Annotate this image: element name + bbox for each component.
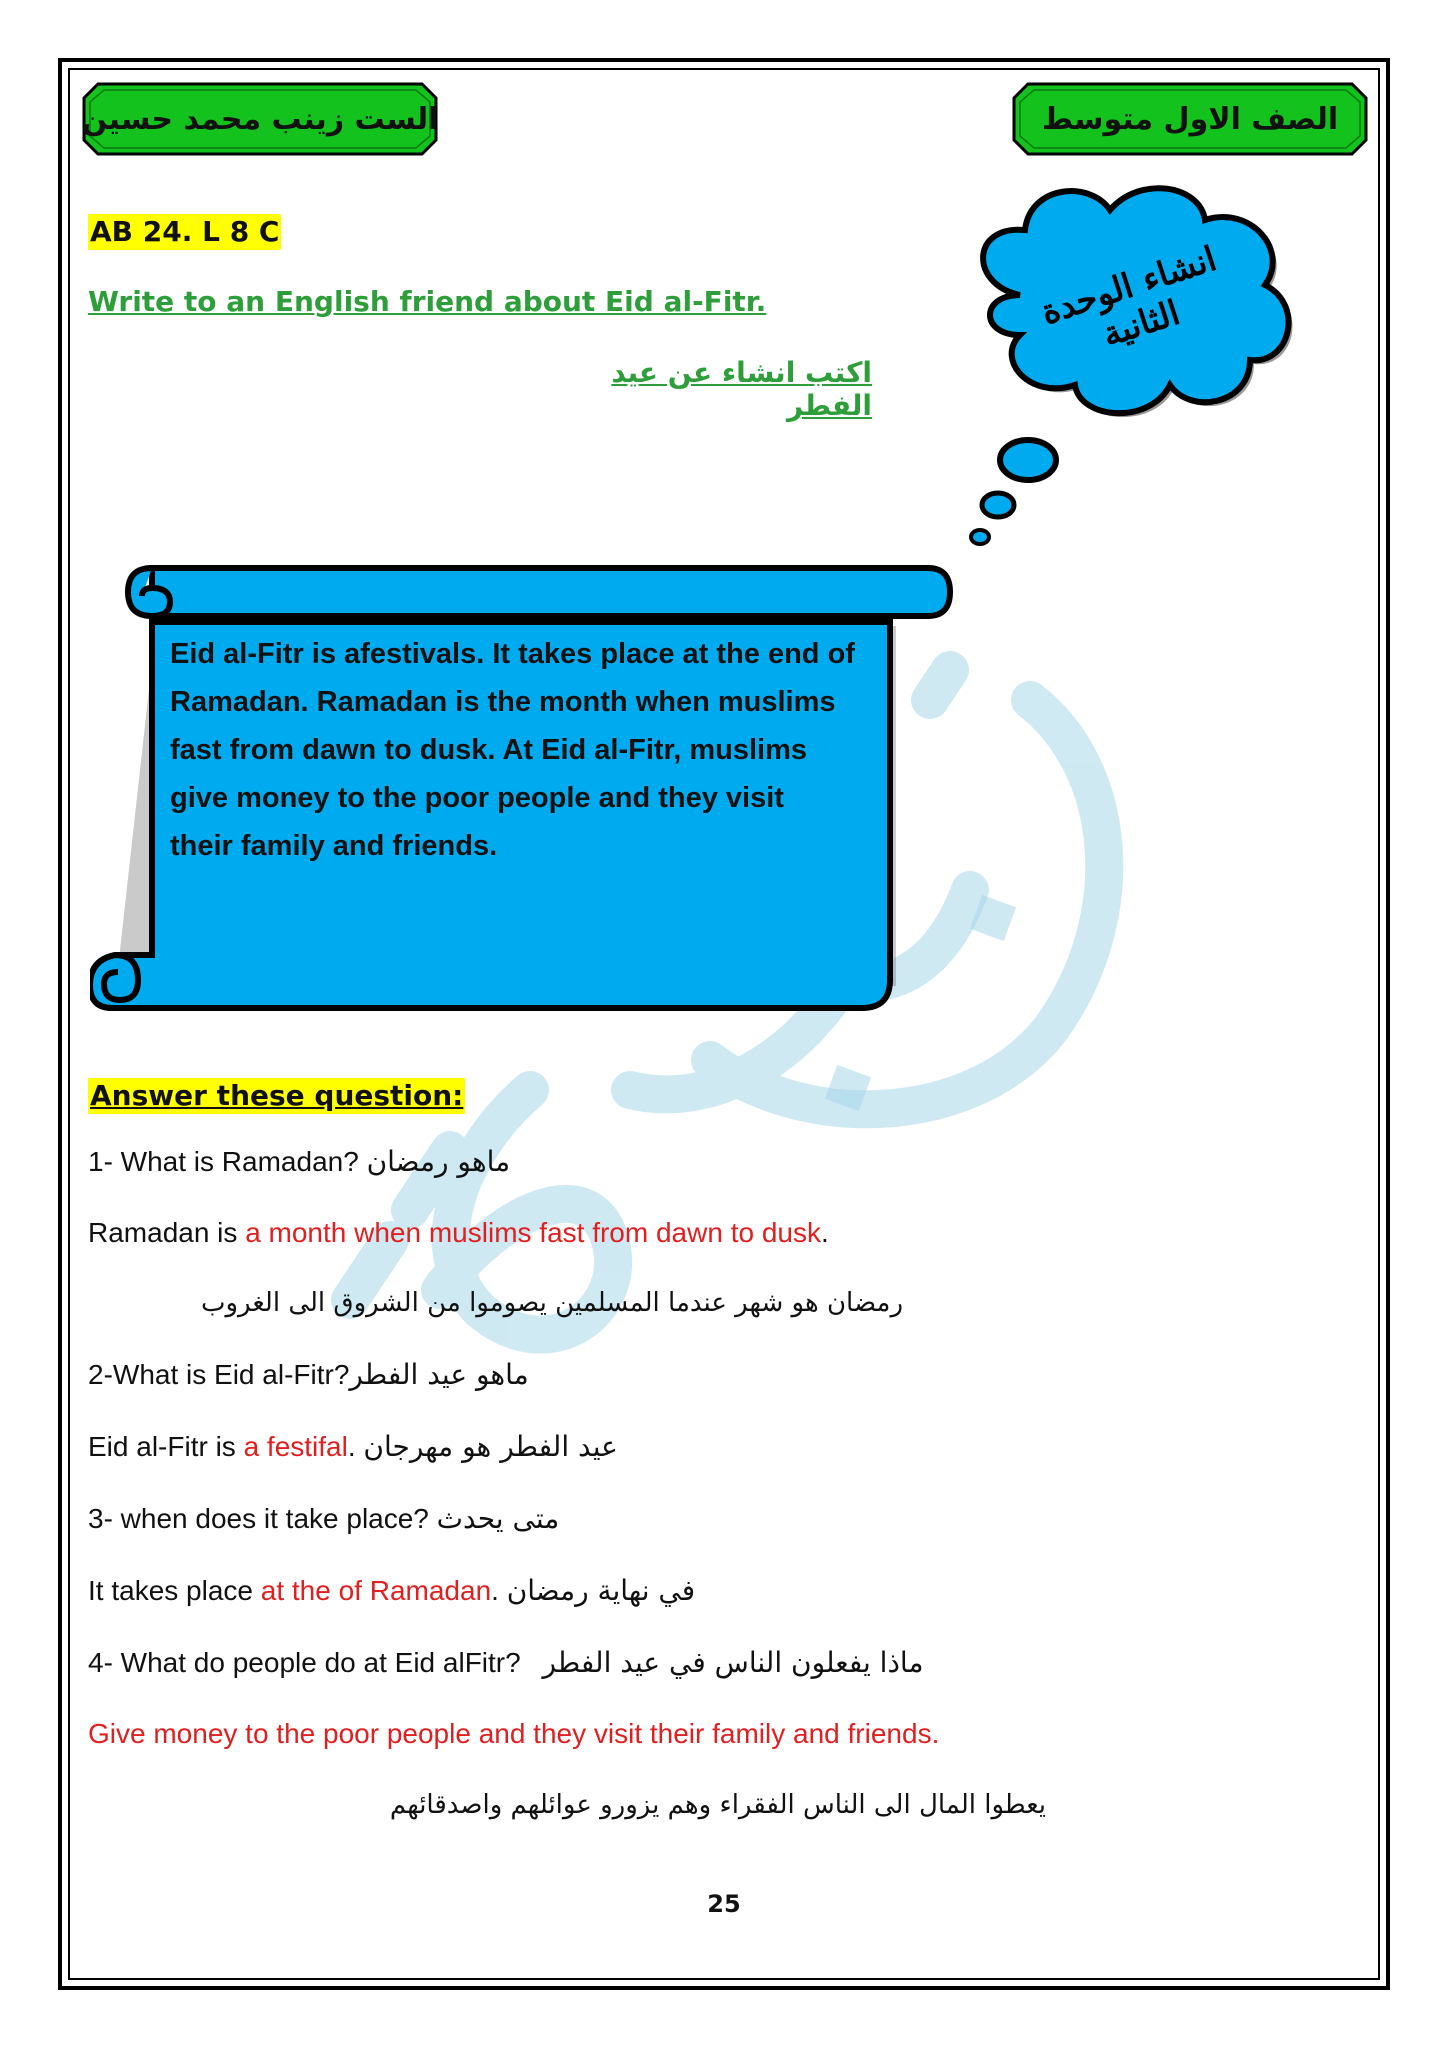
questions-heading: Answer these question:: [90, 1079, 464, 1112]
essay-line: Eid al-Fitr is afestivals. It takes place at the end of: [170, 638, 855, 670]
question-text: 1- What is Ramadan?: [88, 1146, 359, 1177]
answer-1: [88, 1217, 829, 1249]
answer-2: [88, 1430, 618, 1463]
lesson-reference: AB 24. L 8 C: [90, 215, 280, 248]
cloud-label: انشاء الوحدة الثانية: [1036, 238, 1222, 356]
question-arabic: ماذا يفعلون الناس في عيد الفطر: [542, 1646, 924, 1679]
question-3: [88, 1502, 559, 1535]
grade-label: الصف الاول متوسط: [1041, 101, 1339, 137]
answer-arabic: عيد الفطر هو مهرجان: [363, 1430, 618, 1463]
teacher-name: الست زينب محمد حسين: [81, 101, 439, 137]
answer-prefix: Ramadan is: [88, 1217, 246, 1248]
answer-prefix: It takes place: [88, 1575, 261, 1606]
task-english: Write to an English friend about Eid al-Fitr.: [88, 285, 767, 318]
thought-cloud-icon: [950, 175, 1320, 565]
answer-suffix: .: [491, 1575, 499, 1606]
task-arabic: اكتب انشاء عن عيد الفطر: [611, 356, 872, 422]
question-text: 2-What is Eid al-Fitr?: [88, 1359, 350, 1390]
question-2: [88, 1358, 529, 1391]
essay-text: [170, 630, 890, 870]
answer-highlight: a month when muslims fast from dawn to dusk: [245, 1217, 821, 1248]
answer-arabic: في نهاية رمضان: [506, 1574, 696, 1607]
answer-prefix: Eid al-Fitr is: [88, 1431, 244, 1462]
answer-suffix: .: [347, 1431, 356, 1462]
teacher-name-box: [80, 80, 440, 158]
question-arabic: متى يحدث: [436, 1502, 560, 1535]
question-1: [88, 1145, 510, 1178]
essay-line: give money to the poor people and they visit: [170, 782, 784, 814]
essay-line: fast from dawn to dusk. At Eid al-Fitr, muslims: [170, 734, 808, 766]
question-arabic: ماهو عيد الفطر: [349, 1358, 529, 1391]
answer-highlight: at the of Ramadan: [260, 1575, 492, 1606]
essay-line: their family and friends.: [170, 830, 498, 862]
answer-suffix: .: [820, 1217, 829, 1248]
answer-3: [88, 1574, 695, 1607]
question-4: [88, 1646, 923, 1679]
question-arabic: ماهو رمضان: [366, 1145, 511, 1178]
answer-4: Give money to the poor people and they visit their family and friends.: [88, 1718, 940, 1749]
essay-line: Ramadan. Ramadan is the month when muslims: [170, 686, 836, 718]
answer-highlight: a festifal: [243, 1431, 348, 1462]
page-number: 25: [707, 1890, 741, 1918]
question-text: 4- What do people do at Eid alFitr?: [88, 1647, 521, 1678]
question-text: 3- when does it take place?: [88, 1503, 429, 1534]
grade-box: [1010, 80, 1370, 158]
answer-1-arabic: رمضان هو شهر عندما المسلمين يصوموا من الشروق الى الغروب: [201, 1288, 903, 1318]
answer-4-arabic: يعطوا المال الى الناس الفقراء وهم يزورو عوائلهم واصدقائهم: [389, 1790, 1046, 1820]
